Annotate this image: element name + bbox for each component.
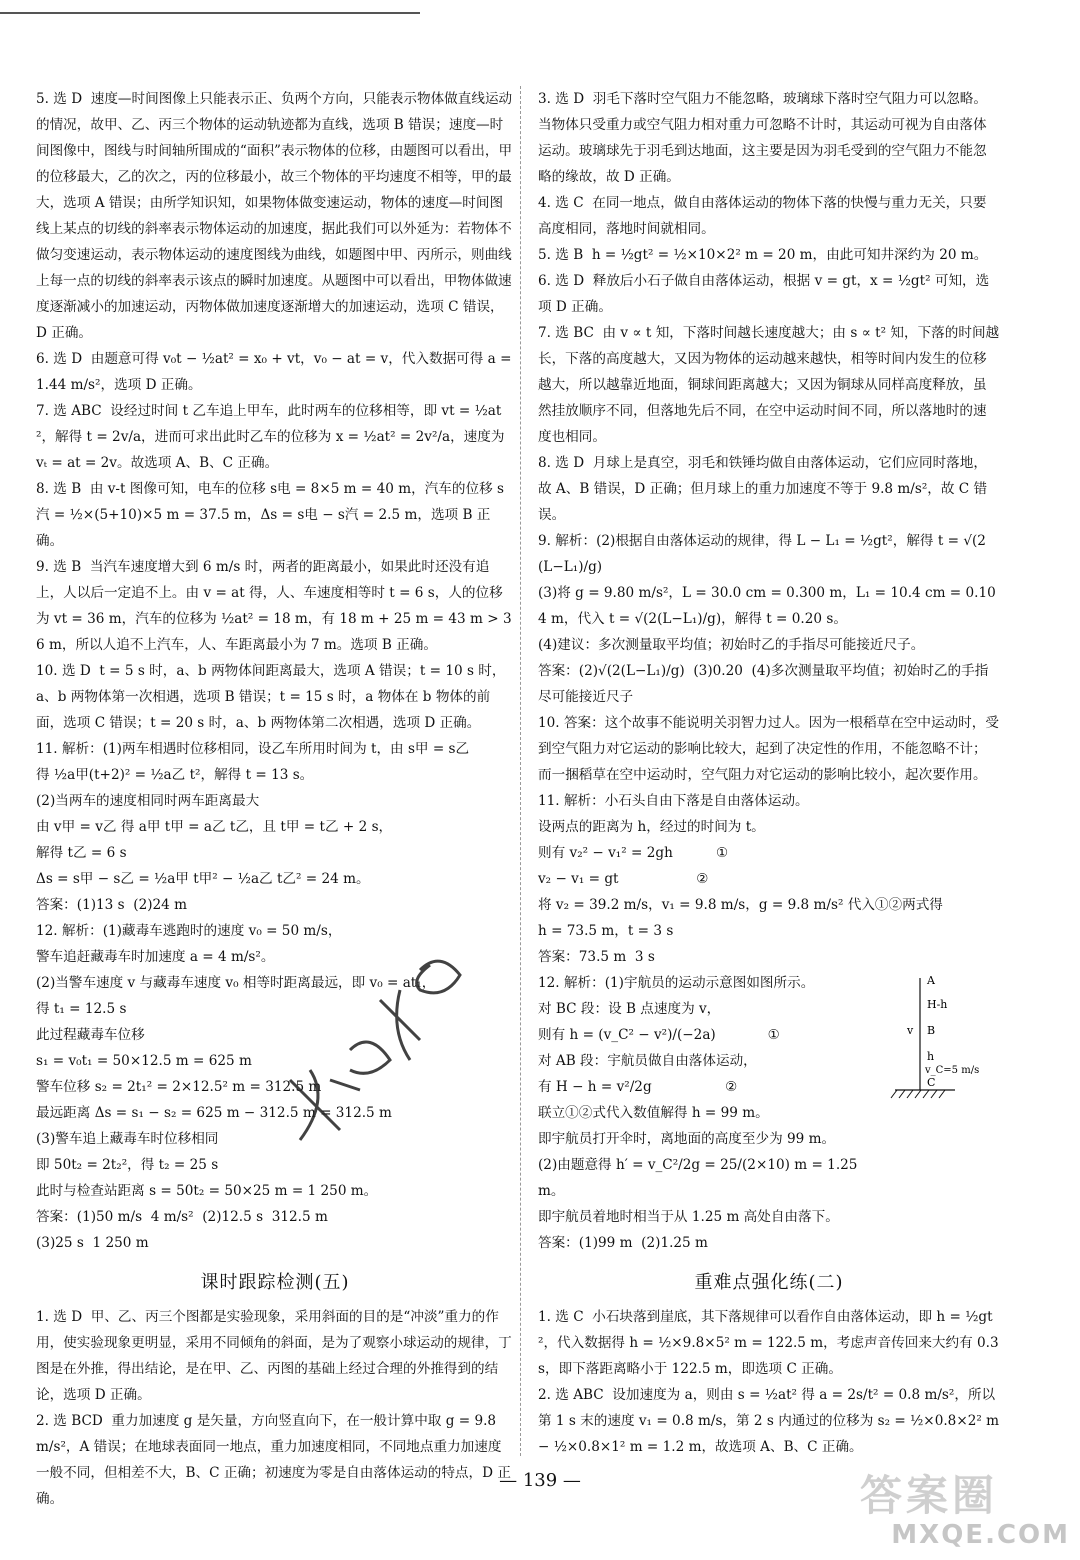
watermark-url: MXQE.COM <box>891 1520 1070 1550</box>
answer-item: 9. 解析：(2)根据自由落体运动的规律，得 L − L₁ = ½gt²，解得 t = √(2(L−L₁)/g) (3)将 g = 9.80 m/s²，L = 30.0 cm = 0.300 m，L₁ = 10.4 cm = 0.104 m，代入 t = √(2(L−L₁)/g)，解得 t = 0.20 s。 (4)建议：多次测量取平均值；初始时乙的手指尽可能接近尺子。 答案：(2)√(2(L−L₁)/g) (3)0.20 (4)多次测量取平均值；初始时乙的手指尽可能接近尺子 <box>538 533 996 705</box>
answer-item: 12. 解析：(1)宇航员的运动示意图如图所示。 对 BC 段：设 B 点速度为 v， 则有 h = (v_C² − v²)/(−2a) ① 对 AB 段：宇航员做自由落体运动， 有 H − h = v²/2g ② 联立①②式代入数值解得 h = 99 m。 即宇航员打开伞时，离地面的高度至少为 99 m。 (2)由题意得 h′ = v_C²/2g = 25/(2×10) m = 1.25 m。 即宇航员着地时相当于从 1.25 m 高处自由落下。 答案：(1)99 m (2)1.25 m <box>538 975 858 1251</box>
answer-item: 11. 解析：小石头自由下落是自由落体运动。 设两点的距离为 h，经过的时间为 t。 则有 v₂² − v₁² = 2gh ① v₂ − v₁ = gt ② 将 v₂ = 39.2 m/s，v₁ = 9.8 m/s，g = 9.8 m/s² 代入①②两式得 h = 73.5 m，t = 3 s 答案：73.5 m 3 s <box>538 793 943 965</box>
answer-item: 5. 选 B h = ½gt² = ½×10×2² m = 20 m，由此可知井深约为 20 m。 <box>538 247 988 263</box>
answer-item: 6. 选 D 由题意可得 v₀t − ½at² = x₀ + vt，v₀ − at = v，代入数据可得 a = 1.44 m/s²，选项 D 正确。 <box>36 351 516 393</box>
answer-item: 1. 选 C 小石块落到崖底，其下落规律可以看作自由落体运动，即 h = ½gt²，代入数据得 h = ½×9.8×5² m = 122.5 m，考虑声音传回来大约有 0.3 s，即下落距离略小于 122.5 m，即选项 C 正确。 <box>538 1309 1003 1377</box>
answer-item: 10. 选 D t = 5 s 时，a、b 两物体间距离最大，选项 A 错误；t = 10 s 时，a、b 两物体第一次相遇，选项 B 错误；t = 15 s 时，a 物体在 b 物体的前面，选项 C 错误；t = 20 s 时，a、b 两物体第二次相遇，选项 D 正确。 <box>36 663 506 731</box>
answer-item: 8. 选 B 由 v-t 图像可知，电车的位移 s电 = 8×5 m = 40 m，汽车的位移 s汽 = ½×(5+10)×5 m = 37.5 m，Δs = s电 − s汽 = 2.5 m，选项 B 正确。 <box>36 481 504 549</box>
handwritten-signature <box>270 930 500 1160</box>
column-divider <box>520 86 521 1456</box>
answer-item: 3. 选 D 羽毛下落时空气阻力不能忽略，玻璃球下落时空气阻力可以忽略。当物体只受重力或空气阻力相对重力可忽略不计时，其运动可视为自由落体运动。玻璃球先于羽毛到达地面，这主要是因为羽毛受到的空气阻力不能忽略的缘故，故 D 正确。 <box>538 91 987 185</box>
astronaut-diagram <box>875 970 1000 1115</box>
page-number: — 139 — <box>499 1470 581 1491</box>
top-rule <box>0 12 420 14</box>
answer-item: 2. 选 BCD 重力加速度 g 是矢量，方向竖直向下，在一般计算中取 g = 9.8 m/s²，A 错误；在地球表面同一地点，重力加速度相同，不同地点重力加速度一般不同，但相差不大，B、C 正确；初速度为零是自由落体运动的特点，D 正确。 <box>36 1413 511 1507</box>
answer-item: 5. 选 D 速度—时间图像上只能表示正、负两个方向，只能表示物体做直线运动的情况，故甲、乙、丙三个物体的运动轨迹都为直线，选项 B 错误；速度—时间图像中，图线与时间轴所围成的“面积”表示物体的位移，由题图可以看出，甲的位移最大，乙的次之，丙的位移最小，故三个物体的平均速度不相等，甲的最大，选项 A 错误；由所学知识知，如果物体做变速运动，物体的速度—时间图线上某点的切线的斜率表示物体运动的加速度，据此我们可以外延为：若物体不做匀变速运动，表示物体运动的速度图线为曲线，如题图中甲、丙所示，则曲线上每一点的切线的斜率表示该点的瞬时加速度。从题图中可以看出，甲物体做速度逐渐减小的加速运动，丙物体做加速度逐渐增大的加速运动，选项 C 错误，D 正确。 <box>36 91 513 341</box>
answer-item: 2. 选 ABC 设加速度为 a，则由 s = ½at² 得 a = 2s/t² = 0.8 m/s²，所以第 1 s 末的速度 v₁ = 0.8 m/s，第 2 s 内通过的位移为 s₂ = ½×0.8×2² m − ½×0.8×1² m = 1.2 m，故选项 A、B、C 正确。 <box>538 1387 1004 1455</box>
watermark-logo: 答案圈 <box>860 1471 999 1520</box>
answer-item: 11. 解析：(1)两车相遇时位移相同，设乙车所用时间为 t，由 s甲 = s乙 得 ½a甲(t+2)² = ½a乙 t²，解得 t = 13 s。 (2)当两车的速度相同时两车距离最大 由 v甲 = v乙 得 a甲 t甲 = a乙 t乙，且 t甲 = t乙 + 2 s， 解得 t乙 = 6 s Δs = s甲 − s乙 = ½a甲 t甲² − ½a乙 t乙² = 24 m。 答案：(1)13 s (2)24 m <box>36 741 470 913</box>
answer-item: 7. 选 ABC 设经过时间 t 乙车追上甲车，此时两车的位移相等，即 vt = ½at²，解得 t = 2v/a，进而可求出此时乙车的位移为 x = ½at² = 2v²/a，速度为 vₜ = at = 2v。故选项 A、B、C 正确。 <box>36 403 509 471</box>
answer-item: 7. 选 BC 由 v ∝ t 知，下落时间越长速度越大；由 s ∝ t² 知，下落的时间越长，下落的高度越大，又因为物体的运动越来越快，相等时间内发生的位移越大，所以越靠近地面，铜球间距离越大；又因为铜球从同样高度释放，虽然挂放顺序不同，但落地先后不同，在空中运动时间不同，所以落地时的速度也相同。 <box>538 325 1000 445</box>
watermark <box>860 1472 1070 1552</box>
left-column <box>36 86 514 1512</box>
answer-item: 4. 选 C 在同一地点，做自由落体运动的物体下落的快慢与重力无关，只要高度相同，落地时间就相同。 <box>538 195 987 237</box>
section-title-right: 重难点强化练(二) <box>694 1272 844 1293</box>
answer-item: 1. 选 D 甲、乙、丙三个图都是实验现象，采用斜面的目的是“冲淡”重力的作用，使实验现象更明显，采用不同倾角的斜面，是为了观察小球运动的规律，丁图是在外推，得出结论，是在甲、乙、丙图的基础上经过合理的外推得到的结论，选项 D 正确。 <box>36 1309 512 1403</box>
diagram-label: C <box>927 1076 936 1089</box>
section-title-left: 课时跟踪检测(五) <box>200 1272 350 1293</box>
diagram-label: v_C=5 m/s <box>925 1065 980 1076</box>
diagram-label: A <box>927 974 935 987</box>
diagram-label: H-h <box>927 998 948 1011</box>
answer-item: 8. 选 D 月球上是真空，羽毛和铁锤均做自由落体运动，它们应同时落地，故 A、B 错误，D 正确；但月球上的重力加速度不等于 9.8 m/s²，故 C 错误。 <box>538 455 988 523</box>
diagram-label: v <box>907 1024 914 1037</box>
right-column <box>538 86 1004 1460</box>
answer-item: 9. 选 B 当汽车速度增大到 6 m/s 时，两者的距离最小，如果此时还没有追上，人以后一定追不上。由 v = at 得，人、车速度相等时 t = 6 s，人的位移为 vt = 36 m，汽车的位移为 ½at² = 18 m，有 18 m + 25 m = 43 m > 36 m，所以人追不上汽车，人、车距离最小为 7 m。选项 B 正确。 <box>36 559 512 653</box>
diagram-label: B <box>927 1024 936 1037</box>
answer-item: 12. 解析：(1)藏毒车逃跑时的速度 v₀ = 50 m/s， 警车追赶藏毒车时加速度 a = 4 m/s²。 (2)当警车速度 v 与藏毒车速度 v₀ 相等时距离最远，即 v₀ = at₁， 得 t₁ = 12.5 s 此过程藏毒车位移 s₁ = v₀t₁ = 50×12.5 m = 625 m 警车位移 s₂ = 2t₁² = 2×12.5² m = 312.5 m 最远距离 Δs = s₁ − s₂ = 625 m − 312.5 m = 312.5 m (3)警车追上藏毒车时位移相同 即 50t₂ = 2t₂²，得 t₂ = 25 s 此时与检查站距离 s = 50t₂ = 50×25 m = 1 250 m。 答案：(1)50 m/s 4 m/s² (2)12.5 s 312.5 m (3)25 s 1 250 m <box>36 923 436 1251</box>
answer-item: 6. 选 D 释放后小石子做自由落体运动，根据 v = gt，x = ½gt² 可知，选项 D 正确。 <box>538 273 990 315</box>
answer-item: 10. 答案：这个故事不能说明关羽智力过人。因为一根稻草在空中运动时，受到空气阻力对它运动的影响比较大，起到了决定性的作用，不能忽略不计；而一捆稻草在空中运动时，空气阻力对它运动的影响比较小，起次要作用。 <box>538 715 999 783</box>
diagram-label: h <box>927 1050 935 1063</box>
